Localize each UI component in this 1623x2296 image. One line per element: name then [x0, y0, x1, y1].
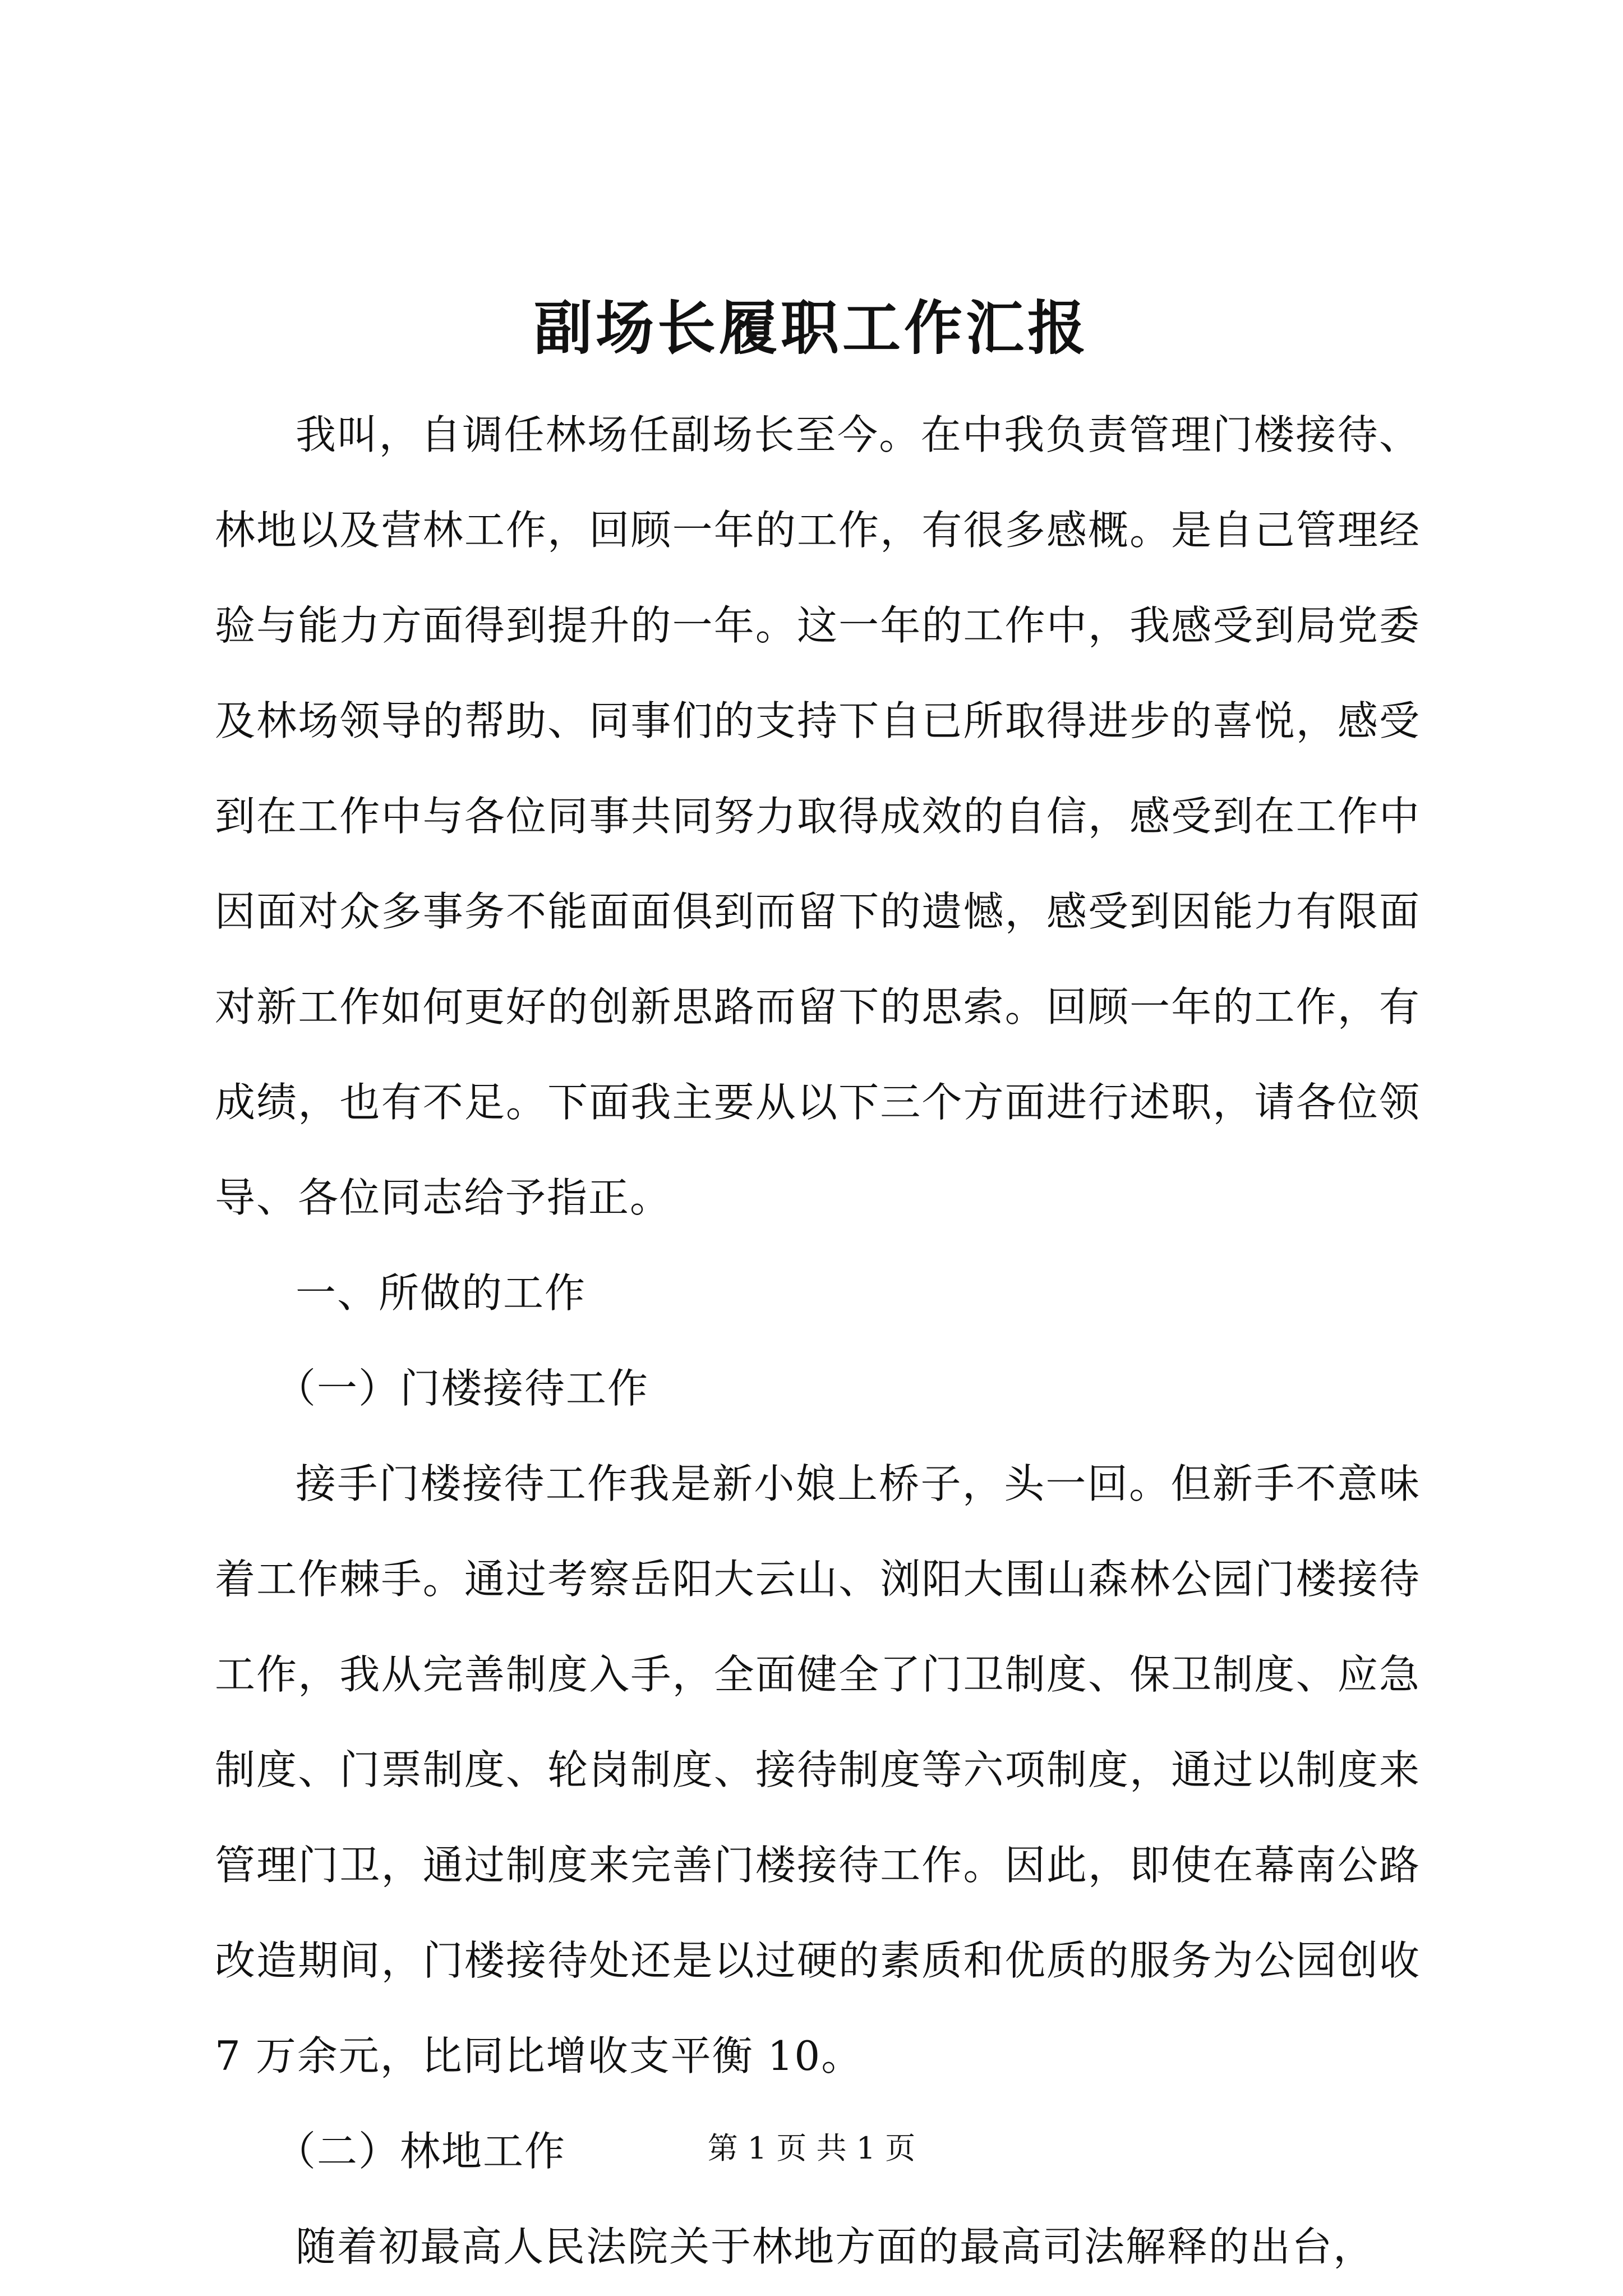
section-heading-work-done: 一、所做的工作 — [296, 1269, 587, 1317]
page-number-footer: 第 1 页 共 1 页 — [707, 2131, 916, 2166]
intro-paragraph: 我叫，自调任林场任副场长至今。在中我负责管理门楼接待、林地以及营林工作，回顾一年的工作，有很多感概。是自己管理经验与能力方面得到提升的一年。这一年的工作中，我感受到局党委及林场领导的帮助、同事们的支持下自已所取得进步的喜悦，感受到在工作中与各位同事共同努力取得成效的自信，感受到在工作中因面对众多事务不能面面俱到而留下的遗憾，感受到因能力有限面对新工作如何更好的创新思路而留下的思索。回顾一年的工作，有成绩，也有不足。下面我主要从以下三个方面进行述职，请各位领导、各位同志给予指正。 — [215, 411, 1421, 1221]
subsection-heading-forest-land: （二）林地工作 — [275, 2128, 566, 2175]
document-body — [215, 387, 1421, 2294]
subsection-heading-gate-reception: （一）门楼接待工作 — [275, 1365, 649, 1412]
gate-reception-paragraph: 接手门楼接待工作我是新小娘上桥子，头一回。但新手不意味着工作棘手。通过考察岳阳大云山、浏阳大围山森林公园门楼接待工作，我从完善制度入手，全面健全了门卫制度、保卫制度、应急制度、门票制度、轮岗制度、接待制度等六项制度，通过以制度来管理门卫，通过制度来完善门楼接待工作。因此，即使在幕南公路改造期间，门楼接待处还是以过硬的素质和优质的服务为公园创收 7 万余元，比同比增收支平衡 10。 — [215, 1460, 1421, 2079]
document-title: 副场长履职工作汇报 — [533, 293, 1089, 362]
forest-land-paragraph: 随着初最高人民法院关于林地方面的最高司法解释的出台， — [296, 2223, 1375, 2270]
